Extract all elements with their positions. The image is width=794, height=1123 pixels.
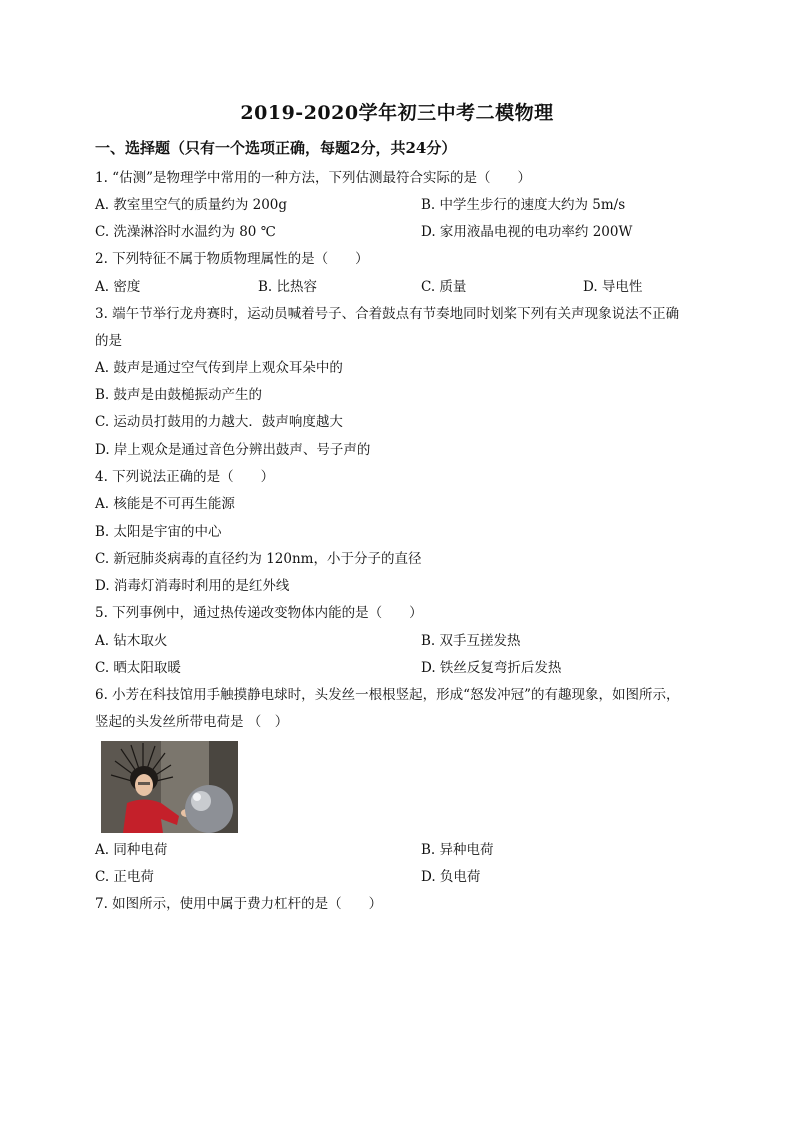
question-3-option-b: B. 鼓声是由鼓槌振动产生的 — [95, 387, 263, 403]
question-6-stem-line-1: 6. 小芳在科技馆用手触摸静电球时，头发丝一根根竖起，形成“怒发冲冠”的有趣现象，如图所示， — [95, 687, 680, 703]
question-6-option-a: A. 同种电荷 — [95, 842, 168, 858]
question-4-option-a: A. 核能是不可再生能源 — [95, 496, 235, 512]
question-1-option-a: A. 教室里空气的质量约为 200g — [95, 197, 288, 213]
section-heading: 一、选择题（只有一个选项正确，每题2分，共24分） — [95, 139, 457, 157]
question-6-option-b: B. 异种电荷 — [421, 842, 494, 858]
question-3-stem-line-2: 的是 — [95, 333, 122, 349]
question-5-option-c: C. 晒太阳取暖 — [95, 660, 181, 676]
question-1-option-c: C. 洗澡淋浴时水温约为 80 ℃ — [95, 224, 276, 240]
question-2-option-a: A. 密度 — [95, 279, 141, 295]
question-2-option-c: C. 质量 — [421, 279, 467, 295]
question-6-option-c: C. 正电荷 — [95, 869, 154, 885]
question-4-option-c: C. 新冠肺炎病毒的直径约为 120nm，小于分子的直径 — [95, 551, 422, 567]
question-3-option-c: C. 运动员打鼓用的力越大．鼓声响度越大 — [95, 414, 343, 430]
question-6-stem-line-2: 竖起的头发丝所带电荷是 （ ） — [95, 714, 289, 730]
question-4-option-b: B. 太阳是宇宙的中心 — [95, 524, 222, 540]
question-2-option-b: B. 比热容 — [258, 279, 318, 295]
document-title: 2019-2020学年初三中考二模物理 — [240, 102, 554, 124]
question-1-option-d: D. 家用液晶电视的电功率约 200W — [421, 224, 633, 240]
static-electricity-photo — [101, 741, 238, 833]
question-1-option-b: B. 中学生步行的速度大约为 5m/s — [421, 197, 626, 213]
question-7-stem: 7. 如图所示，使用中属于费力杠杆的是（ ） — [95, 896, 383, 912]
question-5-option-a: A. 钻木取火 — [95, 633, 168, 649]
question-3-stem-line-1: 3. 端午节举行龙舟赛时，运动员喊着号子、合着鼓点有节奏地同时划桨下列有关声现象说法不正确 — [95, 306, 680, 322]
question-6-option-d: D. 负电荷 — [421, 869, 481, 885]
question-5-stem: 5. 下列事例中，通过热传递改变物体内能的是（ ） — [95, 605, 423, 621]
question-2-option-d: D. 导电性 — [583, 279, 643, 295]
question-5-option-b: B. 双手互搓发热 — [421, 633, 521, 649]
question-3-option-d: D. 岸上观众是通过音色分辨出鼓声、号子声的 — [95, 442, 371, 458]
question-4-stem: 4. 下列说法正确的是（ ） — [95, 469, 275, 485]
question-3-option-a: A. 鼓声是通过空气传到岸上观众耳朵中的 — [95, 360, 343, 376]
question-2-stem: 2. 下列特征不属于物质物理属性的是（ ） — [95, 251, 369, 267]
question-5-option-d: D. 铁丝反复弯折后发热 — [421, 660, 562, 676]
question-1-stem: 1. “估测”是物理学中常用的一种方法，下列估测最符合实际的是（ ） — [95, 170, 531, 186]
photo-illustration — [101, 741, 238, 833]
question-4-option-d: D. 消毒灯消毒时利用的是红外线 — [95, 578, 290, 594]
